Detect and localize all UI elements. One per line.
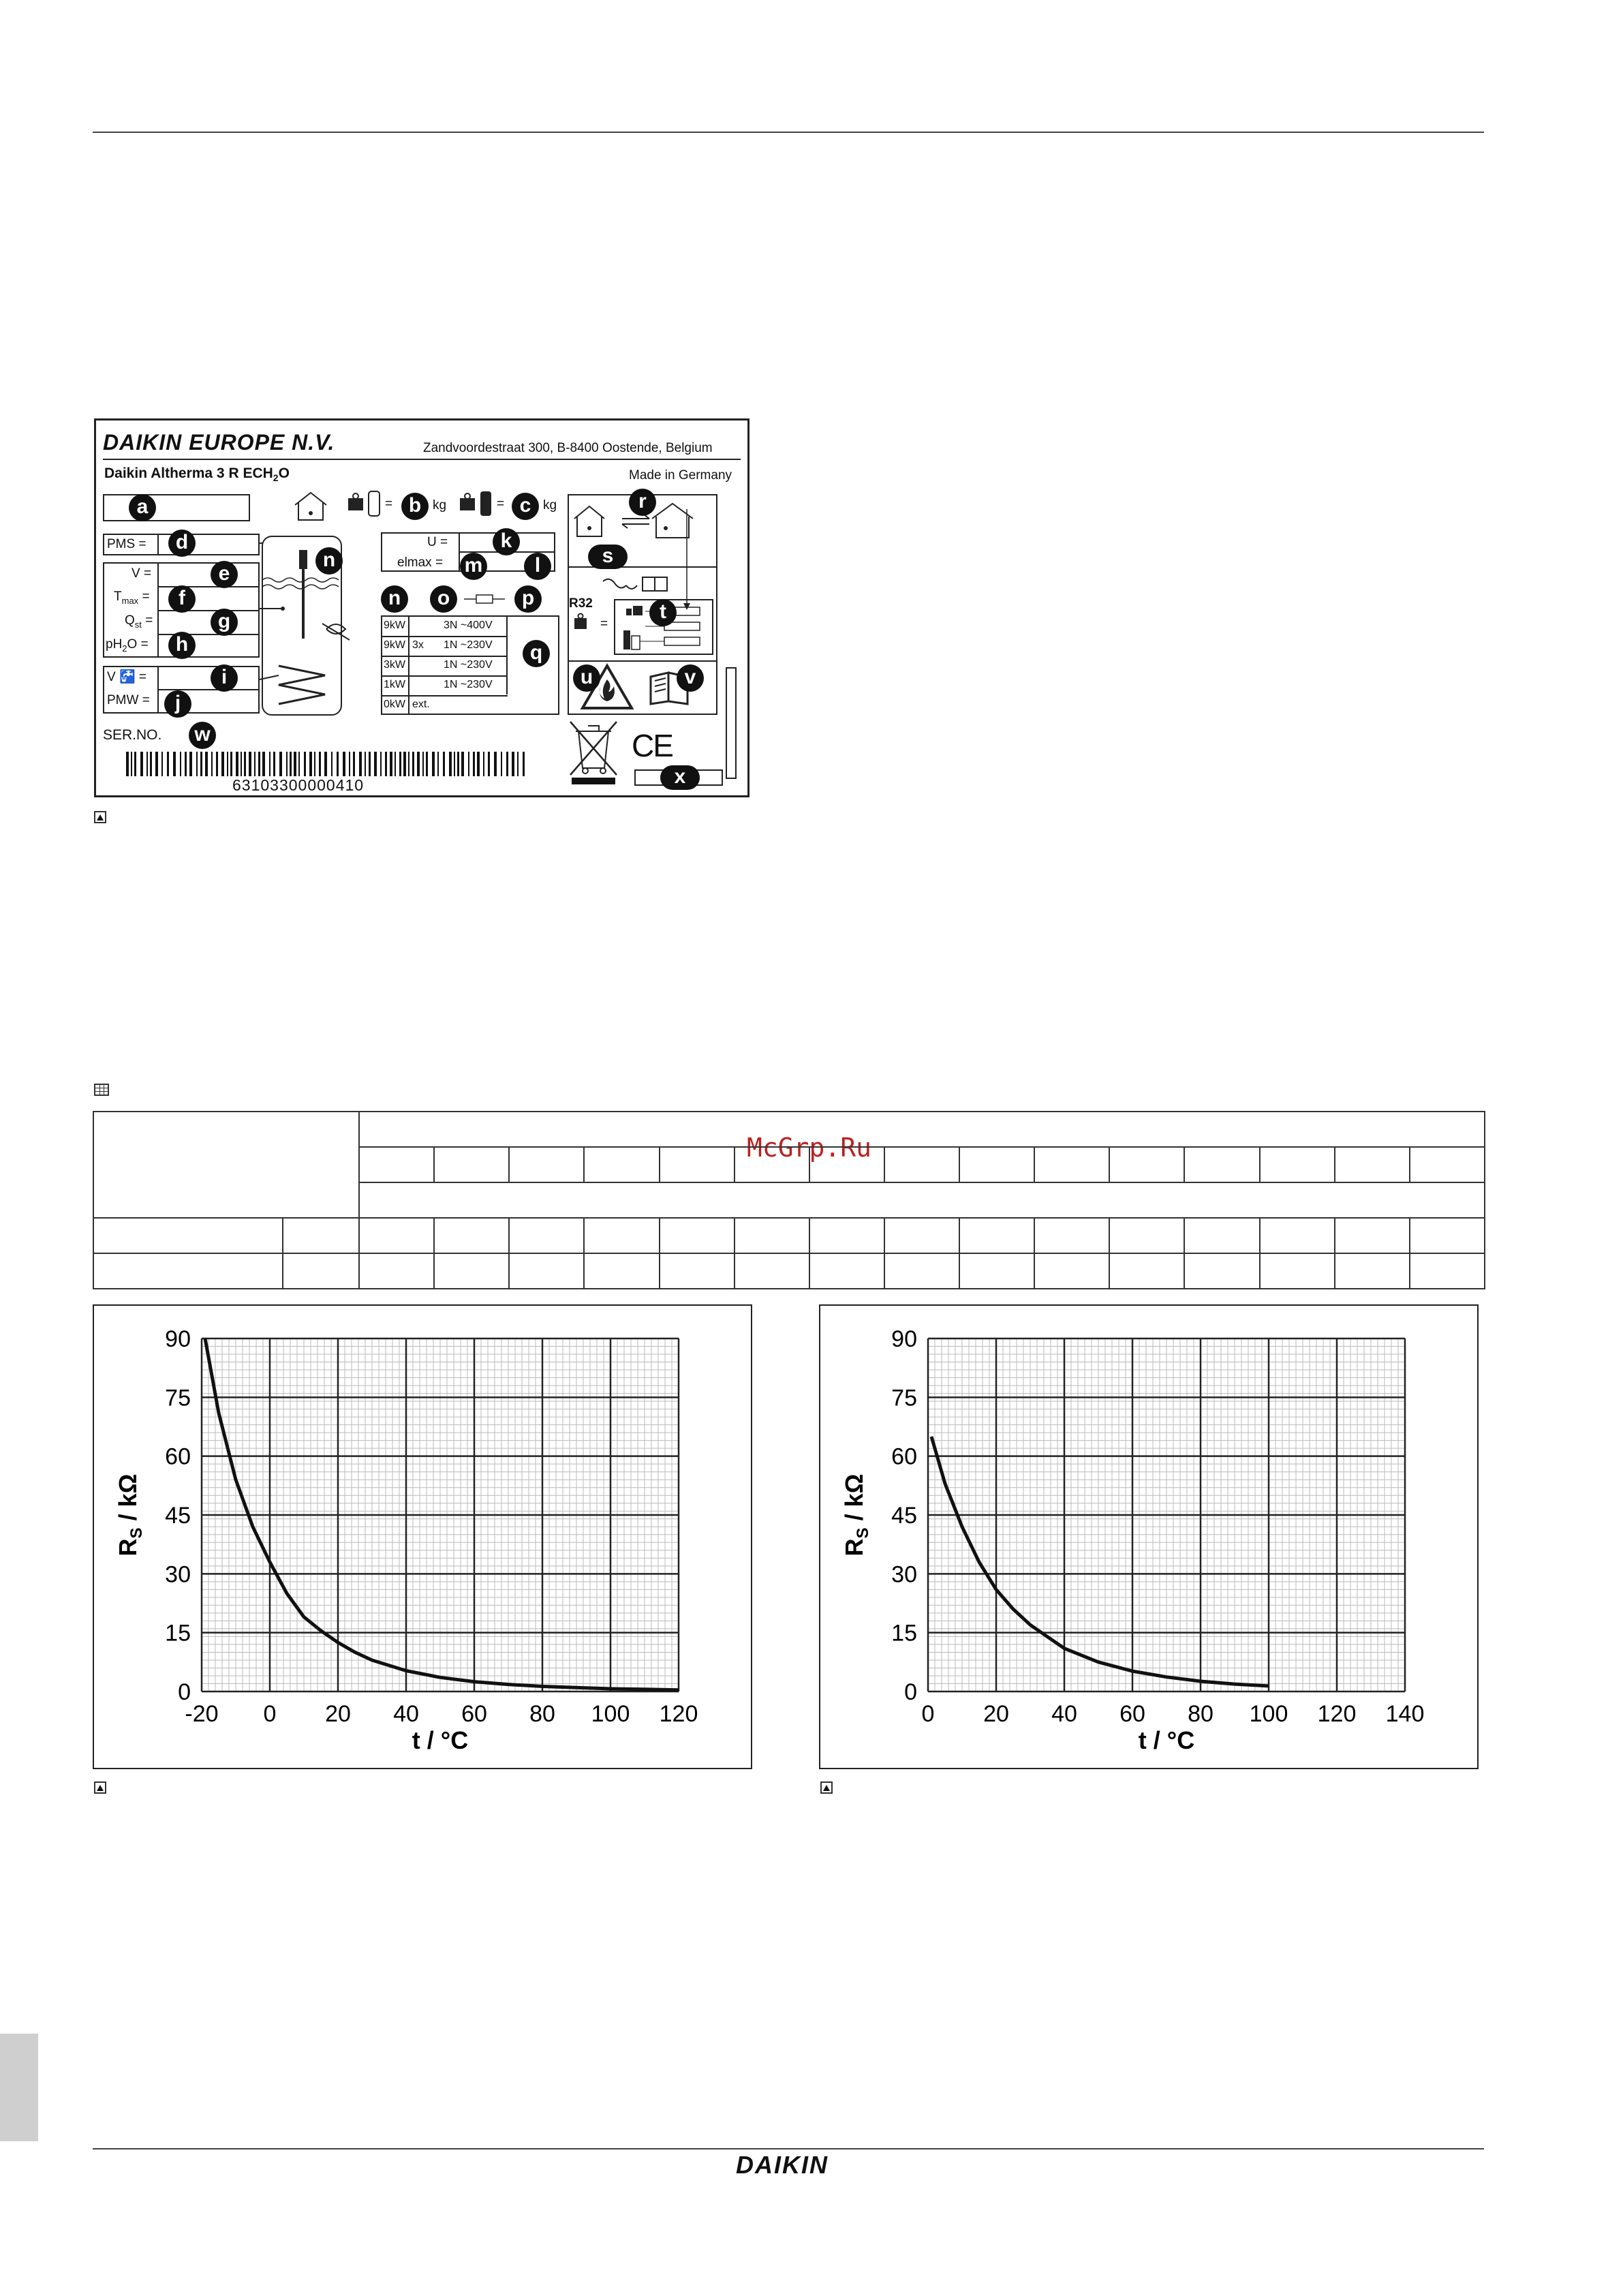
barcode-bar <box>227 752 228 776</box>
barcode-bar <box>205 752 208 776</box>
badge-e: e <box>211 561 238 588</box>
table-header-cell <box>510 1148 585 1183</box>
arrow-down-icon <box>682 509 692 611</box>
barcode <box>126 752 528 776</box>
table-header-corner <box>94 1112 360 1219</box>
label-v: V = <box>132 566 152 581</box>
power-kw: 9kW <box>384 619 405 631</box>
y-tick-label: 75 <box>165 1385 191 1411</box>
table-cell <box>1110 1254 1185 1289</box>
y-tick-label: 90 <box>165 1326 191 1352</box>
table-header-cell <box>1261 1148 1335 1183</box>
footer-brand: DAIKIN <box>736 2151 829 2179</box>
y-axis-label: $R_S$ / kΩ <box>840 1473 872 1557</box>
barcode-bar <box>403 752 406 776</box>
table-cell <box>735 1254 810 1289</box>
x-tick-label: 0 <box>921 1701 935 1727</box>
ce-mark: CE <box>632 728 673 763</box>
barcode-bar <box>134 752 136 776</box>
table-cell <box>360 1219 435 1254</box>
table-cell <box>1261 1219 1335 1254</box>
table-header-cell <box>1185 1148 1260 1183</box>
badge-d: d <box>168 530 196 557</box>
power-row-line <box>381 675 508 677</box>
barcode-bar <box>390 752 392 776</box>
table-row-label <box>94 1219 283 1254</box>
power-kw: 0kW <box>384 699 405 710</box>
y-tick-label: 30 <box>165 1561 191 1588</box>
badge-n-top: n <box>315 547 343 575</box>
barcode-bar <box>422 752 424 776</box>
barcode-bar <box>443 752 445 776</box>
table-cell <box>1410 1254 1485 1289</box>
x-tick-label: 80 <box>1188 1701 1214 1727</box>
barcode-bar <box>331 752 333 776</box>
barcode-bar <box>343 752 345 776</box>
barcode-bar <box>298 752 300 776</box>
barcode-bar <box>395 752 396 776</box>
label-r32: R32 <box>569 596 593 611</box>
table-cell <box>885 1219 960 1254</box>
power-kw: 1kW <box>384 679 405 690</box>
table-cell <box>1185 1254 1260 1289</box>
label-ph: $pH_2O$ = <box>106 637 149 654</box>
table-header-cell <box>1035 1148 1110 1183</box>
label-u: U = <box>427 535 448 549</box>
table-cell <box>510 1254 585 1289</box>
barcode-bar <box>185 752 187 776</box>
table-header-cell <box>735 1148 810 1183</box>
table-header-cell <box>585 1148 660 1183</box>
y-tick-label: 75 <box>891 1385 917 1411</box>
table-cell <box>510 1219 585 1254</box>
barcode-bar <box>483 752 484 776</box>
barcode-bar <box>412 752 414 776</box>
badge-k: k <box>493 528 520 555</box>
barcode-bar <box>523 752 525 776</box>
x-tick-label: 40 <box>393 1701 419 1727</box>
badge-q: q <box>523 640 550 667</box>
barcode-bar <box>279 752 282 776</box>
glasses-book-icon <box>602 573 670 594</box>
barcode-bar <box>437 752 439 776</box>
data-table <box>93 1111 1485 1289</box>
table-row-unit <box>283 1219 360 1254</box>
x-tick-label: 40 <box>1051 1701 1077 1727</box>
footer-rule <box>93 2148 1484 2149</box>
barcode-bar <box>365 752 366 776</box>
barcode-bar <box>359 752 362 776</box>
barcode-bar <box>399 752 401 776</box>
power-mult: 3x <box>412 639 424 651</box>
table-header-cell <box>660 1148 735 1183</box>
badge-p: p <box>514 585 542 613</box>
barcode-bar <box>304 752 306 776</box>
figure-icon <box>94 811 106 823</box>
table-header-cell <box>1110 1148 1185 1183</box>
x-tick-label: -20 <box>185 1701 219 1727</box>
barcode-bar <box>273 752 275 776</box>
table-row-label <box>94 1254 283 1289</box>
x-tick-label: 0 <box>263 1701 277 1727</box>
nameplate <box>94 418 749 797</box>
barcode-bar <box>477 752 480 776</box>
barcode-bar <box>369 752 371 776</box>
barcode-bar <box>211 752 213 776</box>
y-tick-label: 15 <box>891 1620 917 1647</box>
table-cell <box>1335 1219 1410 1254</box>
barcode-bar <box>408 752 409 776</box>
barcode-bar <box>319 752 321 776</box>
barcode-bar <box>216 752 218 776</box>
y-tick-label: 45 <box>891 1503 917 1529</box>
power-kw: 3kW <box>384 659 405 671</box>
y-tick-label: 30 <box>891 1561 917 1588</box>
label-elmax: elmax = <box>397 555 444 570</box>
table-header-cell <box>810 1148 885 1183</box>
barcode-bar <box>241 752 242 776</box>
barcode-bar <box>146 752 148 776</box>
barcode-bar <box>417 752 420 776</box>
barcode-bar <box>468 752 469 776</box>
barcode-bar <box>337 752 339 776</box>
kg-b: kg <box>433 498 447 512</box>
badge-b: b <box>401 493 429 520</box>
x-tick-label: 80 <box>529 1701 555 1727</box>
power-row-line <box>381 636 508 637</box>
barcode-bar <box>353 752 355 776</box>
weee-bin-icon <box>565 718 622 786</box>
badge-r: r <box>629 489 656 516</box>
x-tick-label: 60 <box>461 1701 487 1727</box>
y-tick-label: 60 <box>165 1443 191 1470</box>
x-tick-label: 100 <box>1249 1701 1288 1727</box>
table-header-cell <box>960 1148 1035 1183</box>
table-cell <box>660 1219 735 1254</box>
figure-icon-2 <box>94 1781 106 1794</box>
table-cell <box>585 1219 660 1254</box>
plate-made-in: Made in Germany <box>629 468 732 483</box>
weight-icon-2 <box>459 493 476 512</box>
eq-r32: = <box>600 617 608 631</box>
table-header-cell <box>360 1148 435 1183</box>
barcode-bar <box>461 752 464 776</box>
barcode-bar <box>380 752 382 776</box>
badge-t: t <box>649 599 677 626</box>
table-header-span <box>360 1112 1485 1148</box>
barcode-bar <box>426 752 428 776</box>
badge-a: a <box>129 494 156 521</box>
y-tick-label: 0 <box>178 1679 191 1705</box>
badge-w: w <box>189 722 216 749</box>
table-cell <box>960 1254 1035 1289</box>
barcode-bar <box>374 752 377 776</box>
table-cell <box>1410 1219 1485 1254</box>
barcode-bar <box>457 752 459 776</box>
power-supply: 1N ~230V <box>444 679 493 690</box>
barcode-bar <box>324 752 327 776</box>
badge-m: m <box>460 553 487 580</box>
table-cell <box>735 1219 810 1254</box>
plate-rule <box>103 459 741 460</box>
watermark: McGrp.Ru <box>747 1133 872 1163</box>
barcode-bar <box>126 752 129 776</box>
plate-model: Daikin Altherma 3 R $ECH_2O$ <box>104 465 290 484</box>
badge-x: x <box>660 765 700 790</box>
kg-c: kg <box>543 498 557 512</box>
badge-l: l <box>524 553 551 580</box>
table-cell <box>810 1254 885 1289</box>
barcode-bar <box>155 752 158 776</box>
table-header-span-2 <box>360 1183 1485 1219</box>
empty-tank-icon <box>367 490 381 517</box>
label-ser-no: SER.NO. <box>103 727 162 743</box>
label-v-tap: V 🚰 = <box>107 670 147 684</box>
header-rule <box>93 132 1484 133</box>
barcode-bar <box>254 752 256 776</box>
tap-icon: 🚰 <box>119 670 136 684</box>
chart-2 <box>820 1306 1477 1768</box>
table-cell <box>1185 1219 1260 1254</box>
label-pms: PMS = <box>107 537 146 551</box>
badge-c: c <box>512 493 539 520</box>
table-row-unit <box>283 1254 360 1289</box>
badge-v: v <box>677 664 704 692</box>
field-a <box>103 494 250 521</box>
barcode-bar <box>506 752 508 776</box>
table-header-cell <box>885 1148 960 1183</box>
fuse-icon <box>464 592 505 606</box>
table-cell <box>1035 1254 1110 1289</box>
barcode-bar <box>230 752 232 776</box>
table-cell <box>1035 1219 1110 1254</box>
x-tick-label: 120 <box>659 1701 698 1727</box>
figure-icon-3 <box>820 1781 833 1794</box>
barcode-bar <box>221 752 224 776</box>
barcode-bar <box>488 752 490 776</box>
badge-f: f <box>168 585 196 613</box>
table-icon <box>94 1084 109 1096</box>
label-pmw: PMW = <box>107 693 150 707</box>
table-cell <box>585 1254 660 1289</box>
x-tick-label: 20 <box>983 1701 1009 1727</box>
badge-g: g <box>211 609 238 636</box>
barcode-bar <box>349 752 350 776</box>
power-row-line <box>381 656 508 657</box>
weight-icon <box>347 493 365 512</box>
barcode-bar <box>269 752 270 776</box>
series-line <box>931 1437 1269 1686</box>
y-tick-label: 90 <box>891 1326 917 1352</box>
table-cell <box>810 1219 885 1254</box>
barcode-bar <box>501 752 502 776</box>
barcode-bar <box>454 752 455 776</box>
chart-frame-2 <box>819 1304 1479 1769</box>
y-tick-label: 15 <box>165 1620 191 1647</box>
x-axis-label: t / °C <box>1138 1726 1195 1754</box>
barcode-bar <box>236 752 238 776</box>
table-cell <box>1261 1254 1335 1289</box>
barcode-bar <box>180 752 181 776</box>
table-header-cell <box>1410 1148 1485 1183</box>
power-supply: 1N ~230V <box>444 639 493 651</box>
chart-1 <box>94 1306 751 1768</box>
barcode-bar <box>200 752 202 776</box>
badge-j: j <box>164 690 191 718</box>
table-header-cell <box>435 1148 510 1183</box>
barcode-bar <box>173 752 176 776</box>
barcode-bar <box>249 752 251 776</box>
barcode-bar <box>517 752 519 776</box>
side-strip <box>726 667 737 779</box>
barcode-bar <box>385 752 387 776</box>
table-cell <box>435 1219 510 1254</box>
full-tank-icon <box>479 490 493 517</box>
badge-i: i <box>211 664 238 692</box>
barcode-bar <box>196 752 198 776</box>
x-tick-label: 140 <box>1385 1701 1425 1727</box>
x-axis-label: t / °C <box>412 1726 469 1754</box>
weight-icon-3 <box>573 613 588 630</box>
barcode-bar <box>150 752 152 776</box>
barcode-bar <box>262 752 265 776</box>
badge-n: n <box>381 585 408 613</box>
y-tick-label: 45 <box>165 1503 191 1529</box>
eq-b: = <box>385 497 393 511</box>
barcode-bar <box>161 752 163 776</box>
badge-s: s <box>588 545 628 569</box>
power-mult: ext. <box>412 699 430 710</box>
barcode-bar <box>449 752 452 776</box>
table-header-cell <box>1335 1148 1410 1183</box>
barcode-bar <box>244 752 246 776</box>
table-cell <box>1110 1219 1185 1254</box>
badge-h: h <box>168 632 196 659</box>
x-tick-label: 120 <box>1317 1701 1357 1727</box>
table-cell <box>885 1254 960 1289</box>
serial-number: 63103300000410 <box>232 776 365 794</box>
table-cell <box>360 1254 435 1289</box>
barcode-bar <box>140 752 143 776</box>
house-icon <box>292 490 329 521</box>
barcode-bar <box>432 752 435 776</box>
power-supply: 1N ~230V <box>444 659 493 671</box>
barcode-bar <box>512 752 514 776</box>
barcode-bar <box>258 752 260 776</box>
barcode-bar <box>189 752 192 776</box>
x-tick-label: 60 <box>1119 1701 1145 1727</box>
y-tick-label: 60 <box>891 1443 917 1470</box>
badge-o: o <box>430 585 457 613</box>
barcode-bar <box>167 752 169 776</box>
badge-u: u <box>573 664 600 692</box>
barcode-bar <box>473 752 475 776</box>
power-row-line <box>381 695 508 697</box>
barcode-bar <box>314 752 315 776</box>
barcode-bar <box>294 752 296 776</box>
label-tmax: $T_{max}$ = <box>114 590 150 606</box>
x-tick-label: 100 <box>591 1701 630 1727</box>
barcode-bar <box>309 752 312 776</box>
table-cell <box>1335 1254 1410 1289</box>
plate-address: Zandvoordestraat 300, B-8400 Oostende, Belgium <box>423 441 713 455</box>
table-cell <box>435 1254 510 1289</box>
power-supply: 3N ~400V <box>444 619 493 631</box>
plate-brand: DAIKIN EUROPE N.V. <box>103 430 335 455</box>
y-tick-label: 0 <box>904 1679 917 1705</box>
chart-frame-1 <box>93 1304 752 1769</box>
power-kw: 9kW <box>384 639 405 651</box>
barcode-bar <box>494 752 497 776</box>
x-tick-label: 20 <box>325 1701 351 1727</box>
eq-c: = <box>497 497 505 511</box>
barcode-bar <box>286 752 288 776</box>
table-cell <box>960 1219 1035 1254</box>
label-qst: $Q_{st}$ = <box>125 613 153 630</box>
barcode-bar <box>290 752 292 776</box>
side-tab <box>0 2034 38 2141</box>
y-axis-label: $R_S$ / kΩ <box>114 1473 146 1557</box>
barcode-bar <box>131 752 132 776</box>
table-cell <box>660 1254 735 1289</box>
